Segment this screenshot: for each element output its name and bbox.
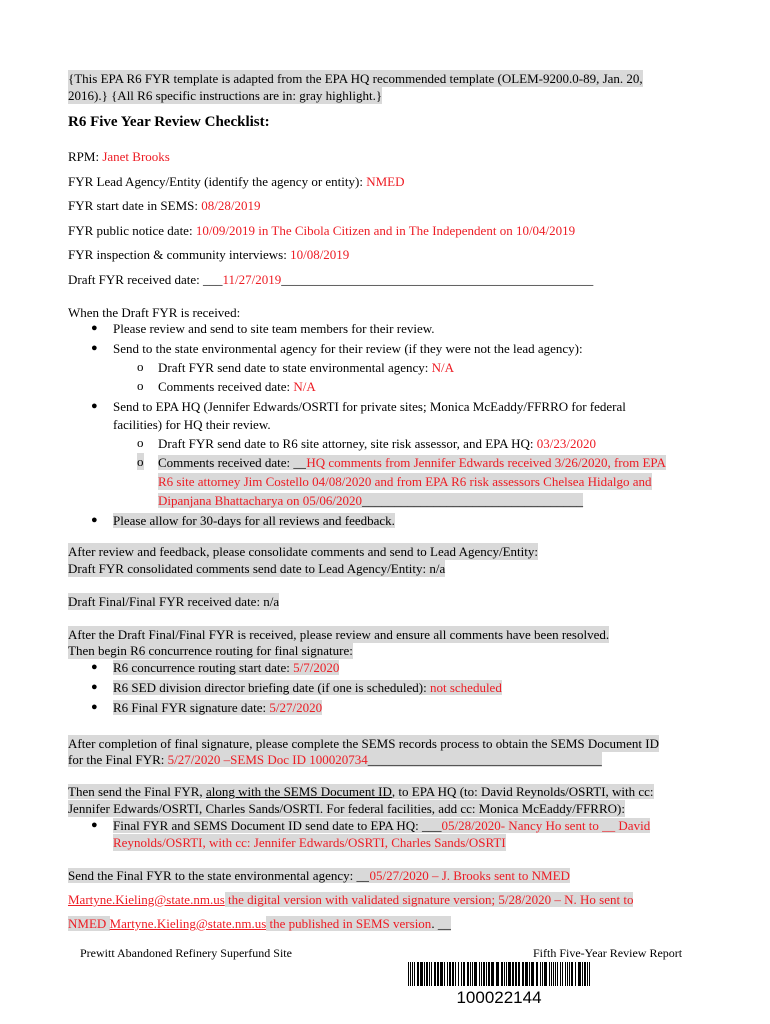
bullet-icon: ● <box>91 400 98 412</box>
draft-received-field <box>68 271 593 288</box>
inspection-value: 10/08/2019 <box>290 247 350 262</box>
state-send-value: the published in SEMS version <box>266 916 432 931</box>
final-send-line1 <box>68 783 654 800</box>
state-send-line2 <box>68 891 633 908</box>
bullet-icon: ● <box>91 322 98 334</box>
draft-received-label: Draft FYR received date: ___ <box>68 272 223 287</box>
sems-line2 <box>68 751 602 768</box>
rpm-field <box>68 148 170 165</box>
list-item-label: R6 SED division director briefing date (if one is scheduled): <box>113 680 430 695</box>
bullet-icon: ● <box>91 701 98 713</box>
list-item <box>91 679 502 696</box>
sub-item-continuation <box>158 492 583 509</box>
template-note-line2: 2016).} {All R6 specific instructions are in: gray highlight.} <box>68 88 383 103</box>
concurrence-line2: Then begin R6 concurrence routing for final signature: <box>68 643 353 658</box>
sub-item-tail: __________________________________ <box>361 493 583 508</box>
list-item <box>91 817 651 834</box>
draft-final-received: Draft Final/Final FYR received date: n/a <box>68 594 280 609</box>
page-title: R6 Five Year Review Checklist: <box>68 114 270 130</box>
list-item <box>91 398 626 415</box>
sub-item <box>137 359 455 376</box>
bullet-icon: ● <box>91 514 98 526</box>
sub-item <box>137 454 666 471</box>
barcode-number: 100022144 <box>456 988 542 1007</box>
draft-intro: When the Draft FYR is received: <box>68 305 241 320</box>
footer-report-name: Fifth Five-Year Review Report <box>533 946 683 960</box>
sub-item-label: Comments received date: <box>158 379 294 394</box>
list-item <box>91 320 435 337</box>
state-send-tail: . __ <box>431 916 451 931</box>
sub-item-value: N/A <box>293 379 316 394</box>
start-date-label: FYR start date in SEMS: <box>68 198 202 213</box>
public-notice-field <box>68 222 575 239</box>
consolidate-line2: Draft FYR consolidated comments send date to Lead Agency/Entity: n/a <box>68 561 446 576</box>
circle-bullet-icon: o <box>137 359 144 374</box>
sems-tail: ____________________________________ <box>367 752 602 767</box>
list-item-continuation: facilities) for HQ their review. <box>113 417 271 432</box>
concurrence-line1: After the Draft Final/Final FYR is received, please review and ensure all comments have been resolved. <box>68 627 610 642</box>
email-link[interactable]: Martyne.Kieling@state.nm.us <box>68 892 225 907</box>
list-item <box>91 340 583 357</box>
list-item-text: Please allow for 30-days for all reviews and feedback. <box>113 513 395 528</box>
sub-item-continuation: R6 site attorney Jim Costello 04/08/2020 and from EPA R6 risk assessors Chelsea Hidalgo and <box>158 474 652 489</box>
draft-received-tail: ________________________________________________ <box>281 272 594 287</box>
list-item-value: 05/28/2020- Nancy Ho sent to __ David <box>441 818 651 833</box>
list-item-value: not scheduled <box>429 680 502 695</box>
sub-item-value: Dipanjana Bhattacharya on 05/06/2020 <box>158 493 362 508</box>
lead-agency-value: NMED <box>366 174 405 189</box>
final-send-text: , to EPA HQ (to: David Reynolds/OSRTI, with cc: <box>391 784 654 799</box>
final-send-underlined: along with the SEMS Document ID <box>205 784 392 799</box>
state-send-value: NMED <box>68 916 110 931</box>
sems-line1: After completion of final signature, please complete the SEMS records process to obtain the SEMS Document ID <box>68 736 659 751</box>
bullet-icon: ● <box>91 819 98 831</box>
sub-item-label: Comments received date: __ <box>158 455 307 470</box>
list-item-value: 5/7/2020 <box>293 660 340 675</box>
state-send-line3 <box>68 915 451 932</box>
list-item-text: Send to EPA HQ (Jennifer Edwards/OSRTI for private sites; Monica McEaddy/FFRRO for federal <box>113 399 626 414</box>
bullet-icon: ● <box>91 342 98 354</box>
list-item-label: R6 Final FYR signature date: <box>113 700 270 715</box>
barcode-image <box>408 962 590 986</box>
circle-bullet-icon: o <box>137 435 144 450</box>
sub-item-value: HQ comments from Jennifer Edwards received 3/26/2020, from EPA <box>306 455 666 470</box>
circle-bullet-icon: o <box>137 378 144 393</box>
footer-site-name: Prewitt Abandoned Refinery Superfund Site <box>80 946 292 960</box>
sub-item <box>137 435 596 452</box>
public-notice-label: FYR public notice date: <box>68 223 196 238</box>
rpm-value: Janet Brooks <box>102 149 170 164</box>
state-send-label: Send the Final FYR to the state environmental agency: __ <box>68 868 370 883</box>
sems-value: 5/27/2020 –SEMS Doc ID 100020734 <box>167 752 368 767</box>
draft-received-value: 11/27/2019 <box>222 272 282 287</box>
public-notice-value: 10/09/2019 in The Cibola Citizen and in The Independent on 10/04/2019 <box>195 223 576 238</box>
list-item-text: Send to the state environmental agency for their review (if they were not the lead agency): <box>113 341 583 356</box>
list-item <box>91 659 340 676</box>
consolidate-line1: After review and feedback, please consolidate comments and send to Lead Agency/Entity: <box>68 544 538 559</box>
final-send-text: Then send the Final FYR, <box>68 784 206 799</box>
lead-agency-field <box>68 173 404 190</box>
list-item <box>91 512 395 529</box>
list-item-value: 5/27/2020 <box>269 700 323 715</box>
circle-bullet-icon: o <box>137 454 144 469</box>
inspection-field <box>68 246 349 263</box>
bullet-icon: ● <box>91 661 98 673</box>
sub-item-value: 03/23/2020 <box>536 436 596 451</box>
rpm-label: RPM: <box>68 149 103 164</box>
list-item-continuation: Reynolds/OSRTI, with cc: Jennifer Edwards/OSRTI, Charles Sands/OSRTI <box>113 835 506 850</box>
sub-item-value: N/A <box>431 360 455 375</box>
final-send-line2: Jennifer Edwards/OSRTI, Charles Sands/OSRTI. For federal facilities, add cc: Monica McEaddy/FFRRO): <box>68 801 625 816</box>
sub-item-label: Draft FYR send date to R6 site attorney, site risk assessor, and EPA HQ: <box>158 436 537 451</box>
state-send-value: the digital version with validated signature version; 5/28/2020 – N. Ho sent to <box>224 892 634 907</box>
start-date-field <box>68 197 261 214</box>
list-item-label: Final FYR and SEMS Document ID send date to EPA HQ: ___ <box>113 818 442 833</box>
state-send-value: 05/27/2020 – J. Brooks sent to NMED <box>369 868 570 883</box>
email-link[interactable]: Martyne.Kieling@state.nm.us <box>109 916 267 931</box>
sub-item <box>137 378 316 395</box>
list-item-label: R6 concurrence routing start date: <box>113 660 294 675</box>
sub-item-label: Draft FYR send date to state environmental agency: <box>158 360 432 375</box>
inspection-label: FYR inspection & community interviews: <box>68 247 291 262</box>
sems-label: for the Final FYR: <box>68 752 168 767</box>
state-send-line1 <box>68 867 570 884</box>
lead-agency-label: FYR Lead Agency/Entity (identify the agency or entity): <box>68 174 367 189</box>
bullet-icon: ● <box>91 681 98 693</box>
start-date-value: 08/28/2019 <box>201 198 261 213</box>
list-item-text: Please review and send to site team members for their review. <box>113 321 435 336</box>
template-note-line1: {This EPA R6 FYR template is adapted from the EPA HQ recommended template (OLEM-9200.0-89, Jan. 20, <box>68 71 643 86</box>
list-item <box>91 699 323 716</box>
